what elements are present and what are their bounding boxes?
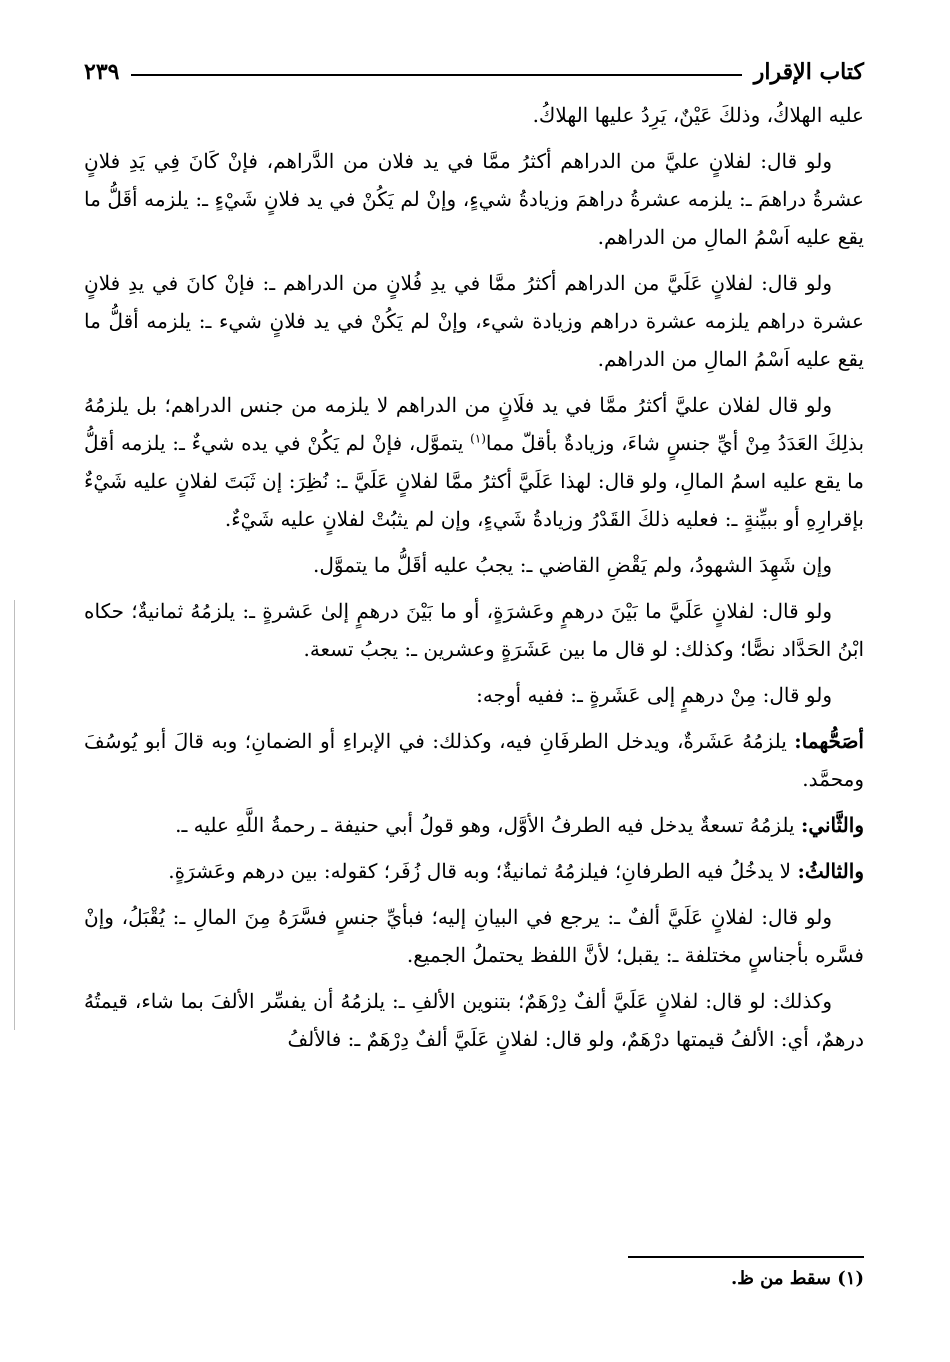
paragraph-text: يلزمُهُ عَشَرةٌ، ويدخل الطرفَانِ فيه، وكذلك: في الإبراءِ أو الضمانِ؛ وبه قالَ أبو يُوسُفَ ومحمَّد. [84,729,864,791]
paragraph-text: وكذلك: لو قال: لفلانٍ عَلَيَّ ألفٌ دِرْهَمٌ؛ بتنوين الألفِ ـ: يلزمُهُ أن يفسِّر الألفَ بما شاء، قيمتُهُ درهمٌ، أي: الألفُ قيمتها درْهَمٌ، ولو قال: لفلانٍ عَلَيَّ ألفٌ دِرْهَمٌ ـ: فالألفُ [84,989,864,1051]
paragraph-text: عليه الهلاكُ، وذلكَ عَيْنٌ، يَرِدُ عليها الهلاكُ. [532,103,864,127]
footnote-reference: (١) [470,431,486,446]
paragraph-text: يلزمُهُ تسعةٌ يدخل فيه الطرفُ الأوَّل، وهو قولُ أبي حنيفة ـ رحمةُ اللَّهِ عليه ـ. [175,813,801,837]
paragraph [84,386,864,538]
running-title: كتاب الإقرار [753,59,864,85]
paragraph [84,898,864,974]
paragraph [84,546,864,584]
paragraph [84,142,864,256]
paragraph-text: وإن شَهِدَ الشهودُ، ولم يَقْضِ القاضي ـ: يجبُ عليه أقَلُّ ما يتموَّل. [313,553,832,577]
paragraph [84,982,864,1058]
opinion-term: أصَحُّهما: [794,729,864,753]
paragraph-text: ولو قال لفلان عليَّ أكثرُ ممَّا في يد فلَانٍ من الدراهم لا يلزمه من جنس الدراهم؛ بل يلزمُهُ بذلِكَ العَدَدُ مِنْ أيِّ جنسٍ شاءَ، وزيادةٌ بأقلّ مما [84,393,865,455]
paragraph [84,806,864,844]
paragraph-text: يتموَّل، فإنْ لم يَكُنْ في يده شيءٌ ـ: يلزمه أقلُّ ما يقع عليه اسمُ المالِ، ولو قال: لهذا عَلَيَّ أكثرُ ممَّا لفلانٍ عَلَيَّ ـ: نُظِرَ: إن ثَبَتَ لفلانٍ عليه شَيْءٌ بإقرارِهِ أو ببيِّنةٍ ـ: فعليه ذلكَ القَدْرُ وزيادةُ شَيءٍ، وإن لم يثبُتْ لفلانٍ عليه شَيْءٌ. [84,431,864,531]
paragraph-text: ولو قال: لفلانٍ عليَّ من الدراهم أكثرُ ممَّا في يد فلان من الدَّراهم، فإنْ كَانَ فِي يَدِ فلانٍ عشرةُ دراهمَ ـ: يلزمه عشرةُ دراهمَ وزيادةُ شيءٍ، وإنْ لم يَكُنْ في يد فلانٍ شَيْءٍ ـ: يلزمه أقَلُّ ما يقع عليه اَسْمُ المالِ من الدراهم. [84,149,864,249]
paragraph-text: لا يدخُلُ فيه الطرفانِ؛ فيلزمُهُ ثمانيةٌ؛ وبه قال زُفَر؛ كقوله: بين درهم وعَشرَةٍ. [168,859,798,883]
footnote-rule [628,1256,864,1258]
page-number: ٢٣٩ [84,59,120,85]
opinion-term: والثالثُ: [797,859,864,883]
main-text [84,96,864,1066]
paragraph-text: ولو قال: لفلانٍ عَلَيَّ ألفٌ ـ: يرجع في البيانِ إليه؛ فبأيِّ جنسٍ فسَّرَهُ مِنَ المالِ ـ: يُقْبَلُ، وإنْ فسَّره بأجناسٍ مختلفة ـ: يقبل؛ لأنَّ اللفظ يحتملُ الجميع. [84,905,864,967]
paragraph [84,96,864,134]
paragraph-text: ولو قال: لفلانٍ عَلَيَّ ما بَيْنَ درهمٍ وعَشرَةٍ، أو ما بَيْنَ درهمٍ إلىٰ عَشرةٍ ـ: يلزمُهُ ثمانيةٌ؛ حكاه ابْنُ الحَدَّاد نصًّا؛ وكذلك: لو قال ما بين عَشَرَةٍ وعشرين ـ: يجبُ تسعة. [84,599,864,661]
paragraph [84,264,864,378]
paragraph [84,722,864,798]
page-header [84,52,864,92]
opinion-term: والثَّاني: [800,813,864,837]
paragraph-text: ولو قال: مِنْ درهمٍ إلى عَشَرةٍ ـ: ففيه أوجه: [476,683,832,707]
paragraph [84,592,864,668]
paragraph-text: ولو قال: لفلانٍ عَلَيَّ من الدراهم أكثرُ ممَّا في يدِ فُلانٍ من الدراهم ـ: فإنْ كانَ في يدِ فلانٍ عشرة دراهم يلزمه عشرة دراهم وزيادة شيء، وإنْ لم يَكُنْ في يد فلانٍ شيء ـ: يلزمه أقلُّ ما يقع عليه اَسْمُ المالِ من الدراهم. [84,271,864,371]
scan-margin-line [14,600,15,1030]
header-rule [131,74,741,76]
paragraph [84,676,864,714]
paragraph [84,852,864,890]
footnote: (١) سقط من ظ. [730,1268,864,1289]
